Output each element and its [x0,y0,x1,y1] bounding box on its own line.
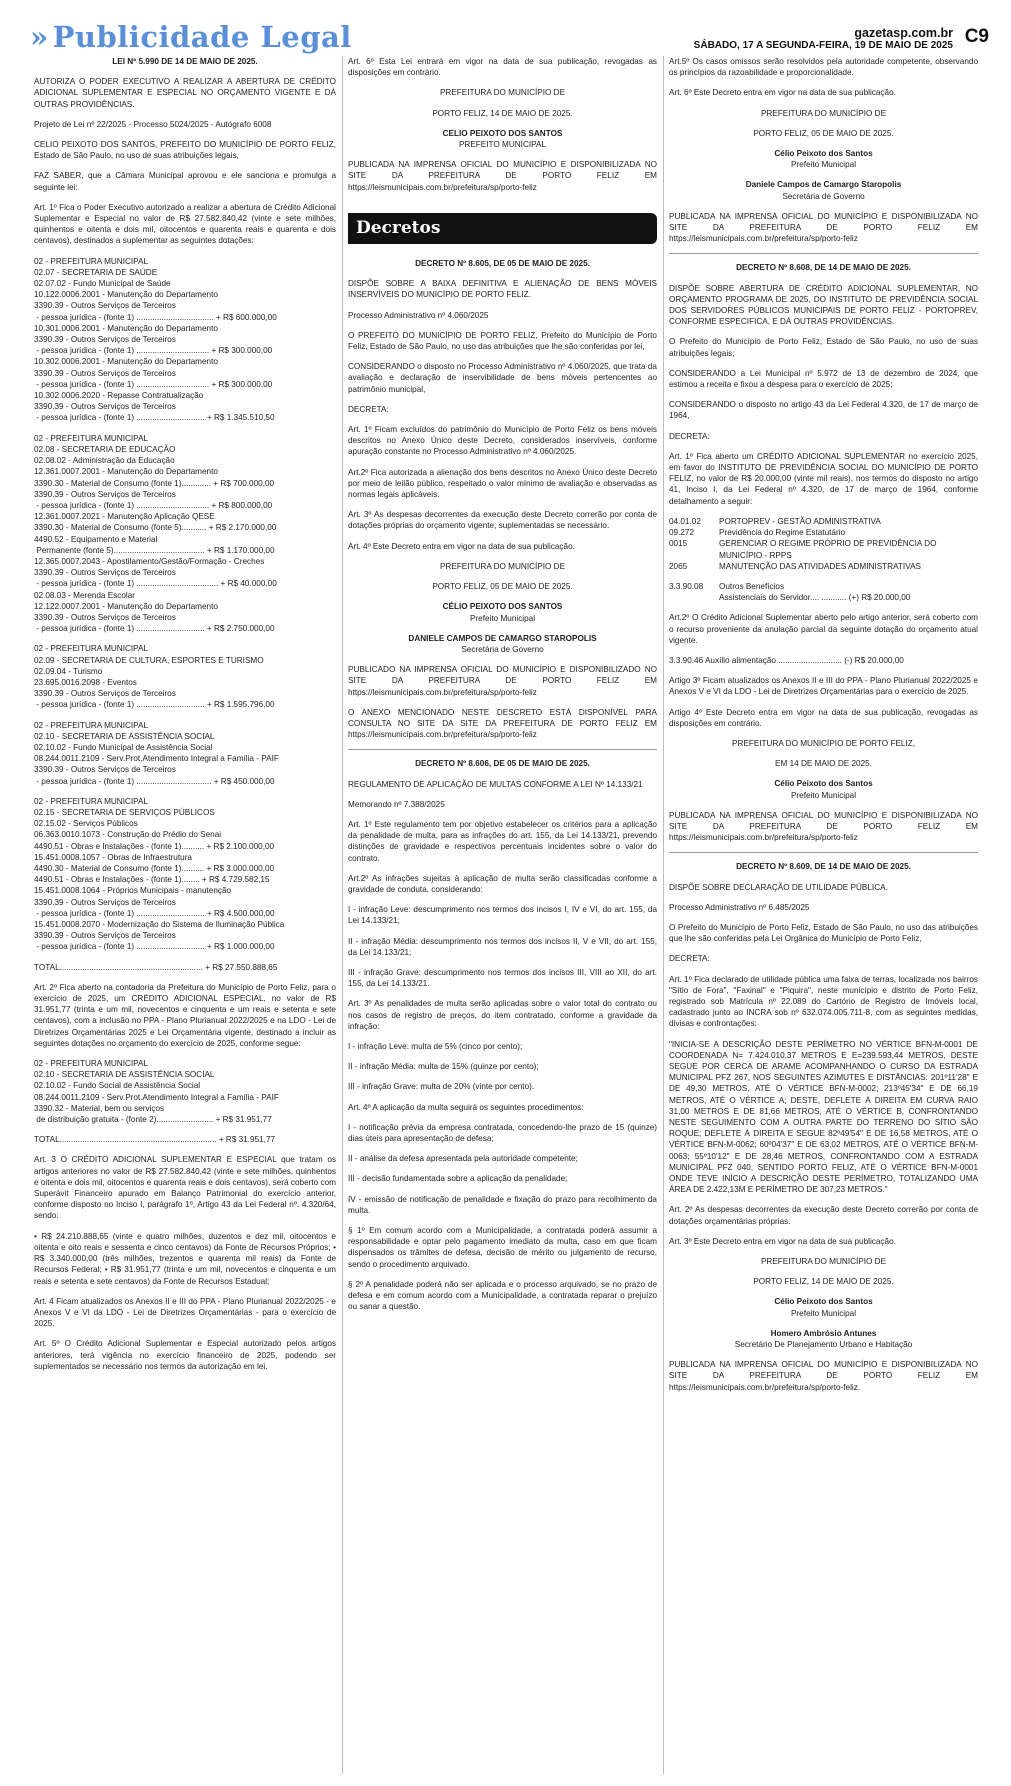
budget-line: 3390.39 - Outros Serviços de Terceiros [34,897,176,907]
budget-line: - pessoa jurídica - (fonte 1) .............................. + R$ 2.750.000,00 [34,624,275,634]
budget-line: 12.365.0007.2043 - Apostilamento/Gestão/Formação - Creches [34,556,265,566]
budget-line: 3390.39 - Outros Serviços de Terceiros [34,335,176,345]
spacer [34,787,336,796]
budget-line: 02.10.02 - Fundo Social de Assistência Social [34,1081,201,1091]
paragraph: Artigo 3º Ficam atualizados os Anexos II e III do PPA - Plano Plurianual 2022/2025 e Anexos V e VI da LDO - Lei de Diretrizes Orçamentárias para o exercício de 2025. [669,676,978,697]
signatory-name: Célio Peixoto dos Santos [774,1297,873,1307]
budget-line: - pessoa jurídica - (fonte 1) .................................... + R$ 40.000,00 [34,579,277,589]
centered-line: PORTO FELIZ, 14 DE MAIO DE 2025. [753,1277,894,1287]
budget-description: MANUTENÇÃO DAS ATIVIDADES ADMINISTRATIVAS [719,561,921,571]
site-url: gazetasp.com.br [854,26,953,40]
paragraph: Projeto de Lei nº 22/2025 - Processo 5024/2025 - Autógrafo 6008 [34,119,272,129]
paragraph: Art. 3º Este Decreto entra em vigor na data de sua publicação. [669,1236,896,1246]
budget-line: - pessoa jurídica - (fonte 1) ................................ + R$ 300.000,00 [34,379,273,389]
paragraph: III - infração Grave: descumprimento nos termos dos incisos III, VIII ao XII, do art. 155, da Lei 14.133/21. [348,967,657,989]
budget-line: - pessoa jurídica - (fonte 1) .............................. + R$ 1.345.510,50 [34,413,275,423]
budget-line: 23.695.0016.2098 - Eventos [34,677,137,687]
divider [669,253,978,254]
budget-line: 02.09 - SECRETARIA DE CULTURA, ESPORTES E TURISMO [34,655,264,665]
budget-line: 08.244.0011.2109 - Serv.Prot.Atendimento Integral a Família - PAIF [34,1092,279,1102]
signatory-name: Daniele Campos de Camargo Staropolis [745,180,902,190]
paragraph: Art. 1º Fica aberto um CRÉDITO ADICIONAL SUPLEMENTAR no exercício 2025, em favor do INSTITUTO DE PREVIDÊNCIA SOCIAL DO MUNICÍPIO DE PORTO FELIZ, no valor de R$ 20.000,00 (vinte mil reais), nos termos do disposto no artigo 41, Inciso I, da Lei Federal nº 4.320, de 17 de março de 1964, conforme detalhamento a seguir: [669,451,978,506]
budget-description: Outros Benefícios [719,581,785,591]
budget-line: - pessoa jurídica - (fonte 1) ................................ + R$ 300.000,00 [34,346,273,356]
paragraph: • R$ 24.210.888,65 (vinte e quatro milhões, duzentos e dez mil, oitocentos e oitenta e oito reais e sessenta e cinco centavos) da Fonte de Recursos Próprios; • R$ 3.340.000,00 (três milhões, trezentos e quarenta mil reais) da Fonte de Recursos Federal; • R$ 31.951,77 (trinta e um mil, novecentos e cinquenta e um reais e setenta e sete centavos) da Fonte de Recursos Estadual; [34,1231,336,1286]
budget-line: 02 - PREFEITURA MUNICIPAL [34,433,149,443]
signatory-name: CELIO PEIXOTO DOS SANTOS [442,128,563,138]
budget-line: - pessoa jurídica - (fonte 1) .................................. + R$ 600.000,00 [34,312,277,322]
centered-line: PREFEITURA DO MUNICÍPIO DE [439,561,566,571]
budget-line: 02.07.02 - Fundo Municipal de Saúde [34,279,171,289]
centered-line: PORTO FELIZ, 05 DE MAIO DE 2025. [432,582,573,592]
budget-row [669,516,978,527]
centered-line: Secretária de Governo [461,644,544,654]
budget-line: 10.302.0006.2001 - Manutenção do Departamento [34,357,218,367]
centered-line: PREFEITURA DO MUNICÍPIO DE [760,108,887,118]
paragraph: CELIO PEIXOTO DOS SANTOS, PREFEITO DO MUNICÍPIO DE PORTO FELIZ, Estado de São Paulo, no uso de suas atribuições legais, [34,140,336,161]
paragraph: DISPÕE SOBRE DECLARAÇÃO DE UTILIDADE PÚBLICA. [669,882,888,892]
paragraph: Art. 6º Este Decreto entra em vigor na data de sua publicação. [669,88,896,98]
paragraph: II - infração Média: descumprimento nos termos dos incisos II, V e VII, do art. 155, da Lei 14.133/21; [348,936,657,957]
centered-line: Prefeito Municipal [790,1308,857,1318]
budget-line: 3390.39 - Outros Serviços de Terceiros [34,368,176,378]
paragraph: Memorando nº 7.388/2025 [348,799,445,809]
section-title-text: Publicidade Legal [52,20,352,54]
paragraph: PUBLICADA NA IMPRENSA OFICIAL DO MUNICÍPIO E DISPONIBILIZADA NO SITE DA PREFEITURA DE PORTO FELIZ EM https://leismunicipais.com.br/prefeitura/sp/porto-feliz [669,211,978,244]
centered-line: PREFEITURA DO MUNICÍPIO DE [760,1257,887,1267]
signatory-name: Célio Peixoto dos Santos [774,779,873,789]
budget-line: 02.10 - SECRETARIA DE ASSISTÊNCIA SOCIAL [34,731,215,741]
paragraph: AUTORIZA O PODER EXECUTIVO A REALIZAR A ABERTURA DE CRÉDITO ADICIONAL SUPLEMENTAR E ESPECIAL NO ORÇAMENTO VIGENTE E DÁ OUTRAS PROVIDÊNCIAS. [34,77,336,109]
centered-line: PORTO FELIZ, 14 DE MAIO DE 2025. [432,108,573,118]
paragraph: Art.5º Os casos omissos serão resolvidos pela autoridade competente, observando os princípios da razoabilidade e proporcionalidade. [669,57,978,78]
budget-line: 12.361.0007.2001 - Manutenção do Departamento [34,467,218,477]
spacer [34,424,336,433]
paragraph: O ANEXO MENCIONADO NESTE DESCRETO ESTÁ DISPONÍVEL PARA CONSULTA NO SITE DA SITE DA PREFEITURA DE PORTO FELIZ EM https://leismunicipais.com.br/prefeitura/sp/porto-feliz [348,707,657,740]
centered-line: Prefeito Municipal [469,613,536,623]
budget-line: 12.122.0007.2001 - Manutenção do Departamento [34,601,218,611]
budget-line: 02 - PREFEITURA MUNICIPAL [34,720,149,730]
budget-line: de distribuição gratuita - (fonte 2)......................... + R$ 31.951,77 [34,1115,272,1125]
budget-code: 2065 [669,561,688,571]
paragraph: Art. 3º As penalidades de multa serão aplicadas sobre o valor total do contrato ou nos casos de registro de preços, do item contratado, conforme a gravidade da infração: [348,999,657,1031]
paragraph: FAZ SABER, que a Câmara Municipal aprovou e ele sanciona e promulga a seguinte lei: [34,171,336,192]
budget-code: 0015 [669,539,688,549]
budget-line: - pessoa jurídica - (fonte 1) .............................. + R$ 1.595.796,00 [34,700,275,710]
budget-line: 4490.30 - Material de Consumo (fonte 1).......... + R$ 3.000.000,00 [34,864,275,873]
budget-line: 02.08 - SECRETARIA DE EDUCAÇÃO [34,444,176,454]
paragraph: III - infração Grave: multa de 20% (vinte por cento). [348,1082,535,1092]
signatory-name: Homero Ambrósio Antunes [770,1328,877,1338]
decree-heading: DECRETO Nº 8.609, DE 14 DE MAIO DE 2025. [736,862,911,872]
budget-description: Previdência do Regime Estatutário [719,528,846,538]
budget-row [669,561,978,572]
edition-date: SÁBADO, 17 A SEGUNDA-FEIRA, 19 DE MAIO DE 2025 [693,40,953,51]
paragraph: Art. 1º Fica o Poder Executivo autorizado a realizar a abertura de Crédito Adicional Suplementar e Especial no valor de R$ 27.582.840,42 (vinte e sete milhões, quinhentos e oitenta e dois mil, oitocentos e quarenta reais e quarenta e dois centavos), destinados a suplementar as seguintes dotações: [34,202,336,246]
budget-line: - pessoa jurídica - (fonte 1) .............................. + R$ 4.500.000,00 [34,908,275,918]
paragraph: III - decisão fundamentada sobre a aplicação da penalidade; [348,1174,568,1184]
budget-line: 12.361.0007.2021 - Manutenção Aplicação QESE [34,512,215,522]
budget-line: 4490.51 - Obras e Instalações - (fonte 1)........ + R$ 4.729.582,15 [34,875,270,885]
budget-row [669,527,978,538]
budget-line: 02.15.02 - Serviços Públicos [34,819,138,829]
spacer [34,1125,336,1134]
paragraph: DISPÕE SOBRE ABERTURA DE CRÉDITO ADICIONAL SUPLEMENTAR, NO ORÇAMENTO PROGRAMA DE 2025, DO INSTITUTO DE PREVIDÊNCIA SOCIAL DOS SERVIDORES PÚBLICOS MUNICIPAIS DE PORTO FELIZ - PORTOPREV, CONFORME ESPECIFICA, E DÁ OUTRAS PROVIDÊNCIAS. [669,283,978,327]
column-divider [342,56,343,1774]
column-divider [663,56,664,1774]
budget-line: Permanente (fonte 5)........................................ + R$ 1.170.000,00 [34,545,275,555]
budget-line: 4490.51 - Obras e Instalações - (fonte 1).......... + R$ 2.100.000,00 [34,841,275,851]
budget-line: 10.122.0006.2001 - Manutenção do Departamento [34,290,218,300]
paragraph: Art. 4 Ficam atualizados os Anexos II e III do PPA - Plano Plurianual 2022/2025 - e Anexos V e VI da LDO - Lei de Diretrizes Orçamentárias - para o exercício de 2025. [34,1296,336,1329]
paragraph: Art. 2º Fica aberto na contadoria da Prefeitura do Município de Porto Feliz, para o exercício de 2025, um CRÉDITO ADICIONAL ESPECIAL, no valor de R$ 31.951,77 (trinta e um mil, novecentos e cinquenta e um reais e setenta e sete centavos), com a inclusão no PPA - Plano Plurianual 2022/2025 e na LDO - Lei de Diretrizes Orçamentárias 2025 e Lei Orçamentária vigente, destinado a incluir as seguintes dotações no orçamento do exercício de 2025, conforme segue: [34,982,336,1048]
signatory-name: DANIELE CAMPOS DE CAMARGO STAROPOLIS [408,633,597,643]
paragraph: Art. 3º As despesas decorrentes da execução deste Decreto correrão por conta de dotações próprias do orçamento vigente, suplementadas se necessário. [348,510,657,531]
signatory-name: Célio Peixoto dos Santos [774,149,873,159]
centered-line: EM 14 DE MAIO DE 2025. [775,759,872,769]
signatory-name: CÉLIO PEIXOTO DOS SANTOS [442,602,563,612]
budget-line: 3390.30 - Material de Consumo (fonte 1)............. + R$ 700.000,00 [34,478,275,488]
decree-heading: LEI Nº 5.990 DE 14 DE MAIO DE 2025. [112,57,258,66]
column-3 [669,56,978,1402]
centered-line: Prefeito Municipal [790,160,857,170]
budget-line: 3390.39 - Outros Serviços de Terceiros [34,489,176,499]
paragraph: PUBLICADA NA IMPRENSA OFICIAL DO MUNICÍPIO E DISPONIBILIZADA NO SITE DA PREFEITURA DE PORTO FELIZ EM https://leismunicipais.com.br/prefeitura/sp/porto-feliz [669,810,978,843]
paragraph: Art. 4º A aplicação da multa seguirá os seguintes procedimentos: [348,1102,584,1112]
paragraph: CONSIDERANDO o disposto no Processo Administrativo nº 4.060/2025, que trata da avaliação e declaração de inservibilidade de bens móveis pertencentes ao patrimônio municipal, [348,362,657,394]
divider [348,749,657,750]
budget-line: 15.451.0008.1064 - Próprios Municipais - manutenção [34,886,232,896]
budget-line: 3390.39 - Outros Serviços de Terceiros [34,301,176,311]
budget-line: 02.09.04 - Turismo [34,666,103,676]
paragraph: TOTAL............................................................... + R$ 27.550.888,65 [34,962,278,972]
paragraph: DECRETA: [669,431,710,441]
budget-line: 02.07 - SECRETARIA DE SAÚDE [34,267,158,277]
paragraph: IV - emissão de notificação de penalidade e fixação do prazo para recolhimento da multa. [348,1194,657,1215]
spacer [669,572,978,581]
paragraph: DECRETA: [348,404,389,414]
centered-line: PORTO FELIZ, 05 DE MAIO DE 2025. [753,128,894,138]
spacer [34,953,336,962]
decree-heading: DECRETO Nº 8.608, DE 14 DE MAIO DE 2025. [736,263,911,273]
paragraph: Art. 1º Este regulamento tem por objetivo estabelecer os critérios para a aplicação da penalidade de multa, para as infrações do art. 155, da Lei 14.133/21, prevendo distinções de gravidade e respectivos percentuais incidentes sobre o valor do contrato. [348,819,657,863]
paragraph: REGULAMENTO DE APLICAÇÃO DE MULTAS CONFORME A LEI Nº 14.133/21 [348,779,643,789]
budget-line: 06.363.0010.1073 - Construção do Prédio do Senai [34,830,222,840]
budget-line: 3390.32 - Material, bem ou serviços [34,1103,165,1113]
centered-line: PREFEITURA DO MUNICÍPIO DE PORTO FELIZ, [731,738,916,748]
paragraph: II - infração Média: multa de 15% (quinze por cento); [348,1062,539,1072]
paragraph: DECRETA: [669,954,710,964]
paragraph: Art. 1º Fica declarado de utilidade pública uma faixa de terras, localizada nos bairros "Sítio de Fora", "Faxinal" e "Piquira", neste município e distrito de Porto Feliz, registrado sob Matrícula nº 22.089 do Cartório de Registro de Imóveis local, cadastrado junto ao INCRA sob nº 632.074.005.711-8, com as seguintes medidas, divisas e confrontações: [669,974,978,1029]
budget-line: 02 - PREFEITURA MUNICIPAL [34,1059,149,1069]
budget-row [669,581,978,592]
budget-line: 3390.39 - Outros Serviços de Terceiros [34,765,176,775]
paragraph: "INICIA-SE A DESCRIÇÃO DESTE PERÍMETRO NO VÉRTICE BFN-M-0001 DE COORDENADA N= 7.424.010,37 METROS E E=239.593,44 METROS, DESTE SEGUE POR CERCA DE ARAME ACOMPANHANDO O CURSO DA ESTRADA MUNICIPAL PFZ 267, NOS SEGUINTES AZIMUTES E DISTÂNCIAS: 201º11'28" E DE 49,30 METROS, ATÉ O VÉRTICE BFN-M-0002; 213º45'34" E DE 66,19 METROS, ATÉ O VÉRTICE A; DESTE, DEFLETE À DIREITA EM CURVA RAIO 31,00 METROS E DE 81,66 METROS, ATÉ O VÉRTICE B, CONFRONTANDO NESTE SEGUIMENTO COM A OUTRA PARTE DO TERRENO DO SÍTIO SÃO ROQUE; DEFLETE À DIREITA E SEGUE 82º49'54" E DE 16,58 METROS, ATÉ O VÉRTICE BFN-M-0062; 60º04'37" E DE 63,02 METROS, ATÉ O VÉRTICE BFN-M-0063; 55º10'12" E DE 28,46 METROS, CONFRONTANDO COM A ESTRADA MUNICIPAL PFZ 040, SENTIDO PORTO FELIZ, ATÉ O VÉRTICE BFN-M-0001 ONDE TEVE INÍCIO A DESCRIÇÃO DESTE PERÍMETRO, TOTALIZANDO UMA ÁREA DE 2.422,13M E PERÍMETRO DE 307,23 METROS." [669,1039,978,1195]
centered-line: Prefeito Municipal [790,790,857,800]
paragraph: DISPÕE SOBRE A BAIXA DEFINITIVA E ALIENAÇÃO DE BENS MÓVEIS INSERVÍVEIS DO MUNICÍPIO DE PORTO FELIZ. [348,279,657,300]
budget-line: 02 - PREFEITURA MUNICIPAL [34,256,149,266]
centered-line: PREFEITURA DO MUNICÍPIO DE [439,88,566,98]
paragraph: Art. 5º O Crédito Adicional Suplementar e Especial autorizado pelos artigos anteriores, terá vigência no exercício financeiro de 2025, podendo ser suplementados se necessário nos termos da autorização em lei. [34,1339,336,1371]
double-chevron-icon: » [30,20,49,54]
paragraph: I - infração Leve: descumprimento nos termos dos incisos I, IV e VI, do art. 155, da Lei 14.133/21; [348,905,657,926]
paragraph: II - análise da defesa apresentada pela autoridade competente; [348,1154,578,1164]
budget-line: 4490.52 - Equipamento e Material [34,534,158,544]
paragraph: Art. 3 O CRÉDITO ADICIONAL SUPLEMENTAR E ESPECIAL que tratam os artigos anteriores no valor de R$ 27.582.840,42 (vinte e sete milhões, quinhentos e oitenta e dois mil, oitocentos e quarenta reais e dois centavos), será coberto com Superávit Financeiro apurado em Balanço Patrimonial do exercício anterior, conforme disposto no Inciso I, parágrafo 1º, Artigo 43 da Lei Federal nº. 4.320/64, sendo: [34,1155,336,1221]
budget-description: PORTOPREV - GESTÃO ADMINISTRATIVA [719,516,881,526]
budget-code [669,592,719,603]
budget-line: 02 - PREFEITURA MUNICIPAL [34,644,149,654]
budget-code: 09.272 [669,528,695,538]
page-header [0,0,1011,60]
column-2 [348,56,657,1321]
spacer [34,711,336,720]
paragraph: I - infração Leve: multa de 5% (cinco por cento); [348,1041,523,1051]
decree-heading: DECRETO Nº 8.606, DE 05 DE MAIO DE 2025. [415,759,590,769]
budget-description: GERENCIAR O REGIME PRÓPRIO DE PREVIDÊNCIA DO MUNICÍPIO - RPPS [719,539,937,560]
paragraph: Artigo 4º Este Decreto entra em vigor na data de sua publicação, revogadas as disposições em contrário. [669,707,978,728]
divider [669,852,978,853]
budget-row [669,538,978,560]
paragraph: 3.3.90.46 Auxílio alimentação ............................ (-) R$ 20.000,00 [669,655,904,665]
budget-line: 3390.30 - Material de Consumo (fonte 5)........... + R$ 2.170.000,00 [34,523,277,533]
budget-line: 10.302.0006.2020 - Repasse Contratualização [34,391,204,401]
paragraph: CONSIDERANDO a Lei Municipal nº 5.972 de 13 de dezembro de 2024, que estimou a receita e fixou a despesa para o exercício de 2025; [669,368,978,390]
budget-line: 02.10 - SECRETARIA DE ASSISTÊNCIA SOCIAL [34,1070,215,1080]
budget-description: Assistenciais do Servidor.... ........... (+) R$ 20.000,00 [719,593,911,603]
budget-line: 10.301.0006.2001 - Manutenção do Departamento [34,323,218,333]
budget-line: 08.244.0011.2109 - Serv.Prot.Atendimento Integral a Família - PAIF [34,754,279,764]
paragraph: Processo Administrativo nº 4.060/2025 [348,310,489,320]
budget-line: 3390.39 - Outros Serviços de Terceiros [34,689,176,699]
paragraph: Art. 6º Esta Lei entrará em vigor na data de sua publicação, revogadas as disposições em contrário. [348,57,657,78]
spacer [669,603,978,612]
paragraph: I - notificação prévia da empresa contratada, concedendo-lhe prazo de 15 (quinze) dias úteis para apresentação de defesa; [348,1122,657,1143]
budget-line: 3390.39 - Outros Serviços de Terceiros [34,931,176,941]
budget-code: 04.01.02 [669,516,701,526]
section-title [30,20,352,54]
paragraph: Art. 2º As despesas decorrentes da execução deste Decreto correrão por conta de dotações orçamentárias próprias. [669,1205,978,1226]
column-1 [34,56,336,1381]
budget-line: 02.08.02 - Administração da Educação [34,456,175,466]
paragraph: O Prefeito do Município de Porto Feliz, Estado de São Paulo, no uso das atribuições que lhe são conferidas pela Lei Orgânica do Município de Porto Feliz, [669,922,978,944]
budget-row [669,592,978,603]
paragraph: Art. 4º Este Decreto entra em vigor na data de sua publicação. [348,541,575,551]
paragraph: PUBLICADO NA IMPRENSA OFICIAL DO MUNICÍPIO E DISPONIBILIZADO NO SITE DA PREFEITURA DE PORTO FELIZ EM https://leismunicipais.com.br/prefeitura/sp/porto-feliz [348,665,657,697]
budget-line: 02 - PREFEITURA MUNICIPAL [34,796,149,806]
budget-line: 15.451.0008.2070 - Modernização do Sistema de Iluminação Pública [34,920,285,930]
paragraph: § 1º Em comum acordo com a Municipalidade, a contratada poderá assumir a responsabilidade e optar pelo pagamento imediato da multa, caso em que ficam dispensados os trâmites de defesa, decisão de mérito ou julgamento de recurso, sendo o procedimento arquivado. [348,1226,657,1269]
section-banner: Decretos [348,213,657,244]
budget-line: 3390.39 - Outros Serviços de Terceiros [34,612,176,622]
budget-code: 3.3.90.08 [669,581,704,591]
centered-line: Secretário De Planejamento Urbano e Habitação [734,1340,913,1350]
paragraph: PUBLICADA NA IMPRENSA OFICIAL DO MUNICÍPIO E DISPONIBILIZADA NO SITE DA PREFEITURA DE PORTO FELIZ EM https://leismunicipais.com.br/prefeitura/sp/porto-feliz [348,160,657,192]
paragraph: O Prefeito do Município de Porto Feliz, Estado de São Paulo, no uso de suas atribuições legais; [669,337,978,358]
paragraph: Art.2º As infrações sujeitas à aplicação de multa serão classificadas conforme a gravidade de conduta, considerando: [348,873,657,894]
budget-line: 15.451.0008.1057 - Obras de Infraestrutura [34,852,192,862]
paragraph: O PREFEITO DO MUNICÍPIO DE PORTO FELIZ, Prefeito do Município de Porto Feliz, Estado de São Paulo, no uso das atribuições que lhe são conferidas por lei, [348,330,657,352]
centered-line: Secretária de Governo [782,191,865,201]
budget-line: 02.10.02 - Fundo Municipal de Assistência Social [34,742,213,752]
budget-line: 02.08.03 - Merenda Escolar [34,590,136,600]
budget-line: 3390.39 - Outros Serviços de Terceiros [34,402,176,412]
paragraph: Art. 1º Ficam excluídos do patrimônio do Município de Porto Feliz os bens móveis descritos no Anexo Único deste Decreto, considerados inservíveis, conforme apuração constante no Processo Administrativo nº 4.060/2025. [348,425,657,457]
budget-line: 3390.39 - Outros Serviços de Terceiros [34,568,176,578]
centered-line: PREFEITO MUNICIPAL [458,140,547,150]
budget-line: - pessoa jurídica - (fonte 1) .............................. + R$ 1.000.000,00 [34,942,275,952]
spacer [34,634,336,643]
paragraph: Art.2º O Crédito Adicional Suplementar aberto pelo artigo anterior, será coberto com o recurso proveniente da anulação parcial da seguinte dotação do orçamento atual vigente. [669,613,978,645]
paragraph: Processo Administrativo nº 6.485/2025 [669,902,810,912]
budget-line: - pessoa jurídica - (fonte 1) ................................ + R$ 800.000,00 [34,500,273,510]
paragraph: PUBLICADA NA IMPRENSA OFICIAL DO MUNICÍPIO E DISPONIBILIZADA NO SITE DA PREFEITURA DE PORTO FELIZ EM https://leismunicipais.com.br/prefeitura/sp/porto-feliz. [669,1360,978,1392]
paragraph: TOTAL..................................................................... + R$ 31.951,77 [34,1135,276,1145]
paragraph: Art.2º Fica autorizada a alienação dos bens descritos no Anexo Único deste Decreto por meio de leilão público, respeitado o valor mínimo de avaliação e observadas as normas legais aplicáveis. [348,467,657,500]
page-number: C9 [964,26,989,47]
paragraph: CONSIDERANDO o disposto no artigo 43 da Lei Federal 4.320, de 17 de março de 1964, [669,400,978,421]
budget-line: 02.15 - SECRETARIA DE SERVIÇOS PÚBLICOS [34,807,215,817]
budget-line: - pessoa jurídica - (fonte 1) ................................. + R$ 450.000,00 [34,776,275,786]
paragraph: § 2º A penalidade poderá não ser aplicada e o processo arquivado, se no prazo de defesa e em comum acordo com a Municipalidade, a contratada reparar o prejuízo ou sanar a questão. [348,1279,657,1312]
decree-heading: DECRETO Nº 8.605, DE 05 DE MAIO DE 2025. [415,259,590,269]
